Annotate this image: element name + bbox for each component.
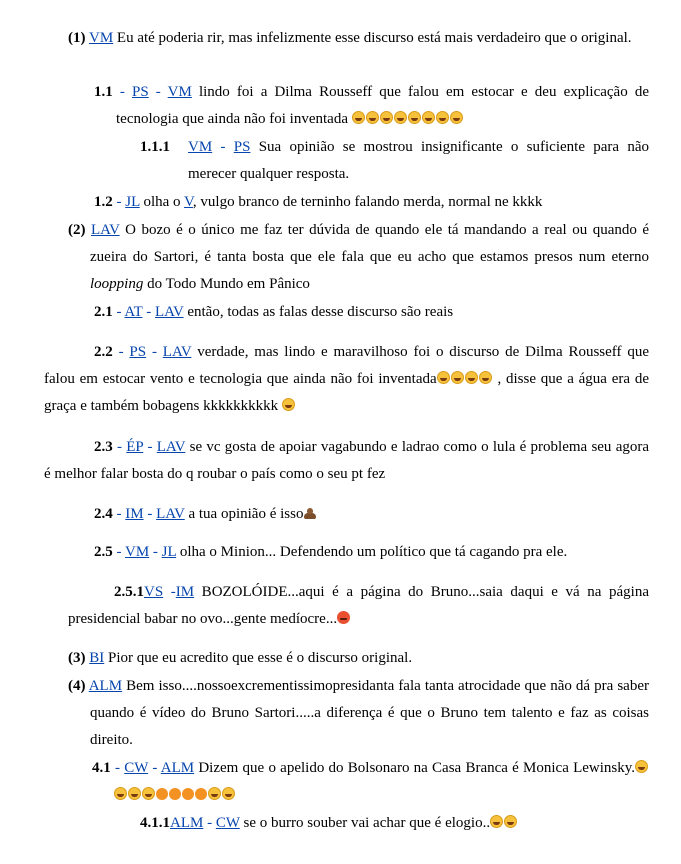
separator: -: [146, 344, 163, 360]
separator: -: [163, 584, 176, 600]
author-link[interactable]: VM: [88, 30, 114, 46]
comment-number: 2.2: [94, 344, 113, 360]
reply-to-link[interactable]: JL: [161, 544, 177, 560]
comment-text: lindo foi a Dilma Rousseff que falou em estocar e deu explicação de tecnologia que ainda não foi inventada: [116, 84, 649, 127]
laughing-face-icon: [366, 111, 379, 124]
rofl-face-icon: [504, 815, 517, 828]
separator: -: [142, 304, 155, 320]
comment-2: [68, 217, 650, 298]
tangerine-icon: [156, 788, 168, 800]
separator: -: [148, 760, 161, 776]
comment-text: Dizem que o apelido do Bolsonaro na Casa Branca é Monica Lewinsky.: [194, 760, 636, 776]
rofl-face-icon: [490, 815, 503, 828]
angry-face-icon: [337, 611, 350, 624]
comment-text: Bem isso....nossoexcrementissimopresidanta fala tanta atrocidade que não dá pra saber quando é vídeo do Bruno Sartori.....a diferença é que o Bruno tem talento e faz as coisas direito.: [90, 678, 649, 748]
reply-2-1: [94, 299, 649, 326]
laughing-face-icon: [465, 371, 478, 384]
comment-4: [68, 673, 649, 754]
reply-to-link[interactable]: LAV: [154, 304, 184, 320]
comment-number: 2.1: [94, 304, 113, 320]
grinning-face-icon: [222, 787, 235, 800]
author-link[interactable]: VS: [144, 584, 164, 600]
author-link[interactable]: ÉP: [126, 439, 144, 455]
separator: -: [112, 506, 126, 522]
author-link[interactable]: ALM: [88, 678, 123, 694]
reply-to-link[interactable]: IM: [175, 584, 195, 600]
separator: -: [143, 439, 157, 455]
grinning-face-icon: [114, 787, 127, 800]
laughing-face-icon: [437, 371, 450, 384]
reply-2-5: [94, 539, 649, 566]
comment-text: O bozo é o único me faz ter dúvida de quando ele tá mandando a real ou quando é zueira do Sartori, é tanta bosta que ele fala que eu acho que estamos presos num eterno: [90, 222, 650, 265]
comment-text: se o burro souber vai achar que é elogio..: [239, 815, 491, 831]
separator: -: [203, 815, 216, 831]
reply-4-1-1: [140, 810, 649, 837]
tangerine-icon: [169, 788, 181, 800]
author-link[interactable]: AT: [124, 304, 143, 320]
grinning-face-icon: [208, 787, 221, 800]
comment-text: a tua opinião é isso: [184, 506, 304, 522]
reply-4-1: [92, 755, 649, 809]
comment-number: (2): [68, 222, 86, 238]
tangerine-icon: [195, 788, 207, 800]
author-link[interactable]: CW: [124, 760, 149, 776]
reply-1-2: [94, 189, 649, 216]
author-link[interactable]: IM: [125, 506, 144, 522]
laughing-face-icon: [380, 111, 393, 124]
reply-to-link[interactable]: LAV: [162, 344, 192, 360]
author-link[interactable]: BI: [89, 650, 105, 666]
comment-1: [68, 25, 649, 52]
laughing-emoji-row: [437, 371, 493, 387]
comment-text: BOZOLÓIDE...aqui é a página do Bruno...saia daqui e vá na página presidencial babar no ovo...gente medíocre...: [68, 584, 649, 627]
reply-to-link[interactable]: V: [184, 194, 193, 210]
separator: -: [112, 439, 127, 455]
separator: -: [112, 304, 125, 320]
separator: -: [110, 760, 125, 776]
poop-emoji-icon: [303, 507, 317, 519]
reply-2-5-1: [68, 579, 649, 633]
comment-number: 2.5: [94, 544, 113, 560]
comment-text: Sua opinião se mostrou insignificante o suficiente para não merecer qualquer resposta.: [188, 139, 650, 182]
reply-to-link[interactable]: LAV: [156, 439, 186, 455]
comment-number: 2.3: [94, 439, 113, 455]
comment-number: 4.1.1: [140, 815, 170, 831]
laughing-face-icon: [436, 111, 449, 124]
author-link[interactable]: JL: [125, 194, 140, 210]
rofl-face-icon: [635, 760, 648, 773]
reply-to-link[interactable]: PS: [233, 139, 251, 155]
tangerine-icon: [182, 788, 194, 800]
reply-to-link[interactable]: LAV: [156, 506, 185, 522]
comment-number: 1.1: [94, 84, 113, 100]
author-link[interactable]: PS: [129, 344, 147, 360]
author-link[interactable]: VM: [188, 139, 213, 155]
laughing-face-icon: [282, 398, 295, 411]
grinning-face-icon: [142, 787, 155, 800]
author-link[interactable]: VM: [124, 544, 150, 560]
laughing-face-icon: [451, 371, 464, 384]
comment-text: , disse que a água era de graça e também bobagens kkkkkkkkkk: [44, 371, 649, 414]
comment-number: (1): [68, 30, 86, 46]
reply-1-1-1: [140, 134, 650, 188]
comment-text: se vc gosta de apoiar vagabundo e ladrao como o lula é problema seu agora é melhor falar bosta do q roubar o país como o seu pt fez: [44, 439, 650, 482]
comment-number: 2.4: [94, 506, 113, 522]
separator: -: [112, 344, 130, 360]
comment-text: olha o: [139, 194, 185, 210]
comment-number: 1.1.1: [140, 139, 170, 155]
laughing-face-icon: [422, 111, 435, 124]
separator: -: [148, 84, 168, 100]
comment-text: olha o Minion... Defendendo um político que tá cagando pra ele.: [176, 544, 568, 560]
comment-text: Eu até poderia rir, mas infelizmente esse discurso está mais verdadeiro que o original.: [113, 30, 632, 46]
laughing-emoji-row: [352, 111, 464, 127]
reply-to-link[interactable]: VM: [167, 84, 192, 100]
reply-2-3: [44, 434, 649, 488]
laughing-face-icon: [394, 111, 407, 124]
author-link[interactable]: ALM: [170, 815, 204, 831]
separator: -: [212, 139, 234, 155]
reply-1-1: [94, 79, 649, 133]
italic-word: loopping: [90, 276, 144, 292]
comment-number: (3): [68, 650, 86, 666]
reply-2-2: [44, 339, 649, 420]
comment-text: , vulgo branco de terninho falando merda, normal ne kkkk: [192, 194, 543, 210]
reply-2-4: [94, 501, 649, 528]
comment-number: 1.2: [94, 194, 113, 210]
comment-3: [68, 645, 649, 672]
laughing-face-icon: [352, 111, 365, 124]
reply-to-link[interactable]: ALM: [160, 760, 195, 776]
separator: -: [112, 194, 126, 210]
laughing-face-icon: [479, 371, 492, 384]
comment-number: 2.5.1: [114, 584, 144, 600]
separator: -: [112, 544, 125, 560]
author-link[interactable]: LAV: [91, 222, 120, 238]
separator: -: [112, 84, 132, 100]
laughing-face-icon: [408, 111, 421, 124]
laughing-face-icon: [450, 111, 463, 124]
author-link[interactable]: PS: [132, 84, 149, 100]
separator: -: [143, 506, 157, 522]
comment-text: então, todas as falas desse discurso são reais: [183, 304, 454, 320]
comment-text: verdade, mas lindo e maravilhoso foi o discurso de Dilma Rousseff que falou em estocar vento e tecnologia que ainda não foi inventada: [44, 344, 649, 387]
comment-text: do Todo Mundo em Pânico: [143, 276, 310, 292]
reply-to-link[interactable]: CW: [215, 815, 240, 831]
comment-number: 4.1: [92, 760, 111, 776]
grinning-face-icon: [128, 787, 141, 800]
comment-number: (4): [68, 678, 86, 694]
separator: -: [149, 544, 162, 560]
comment-text: Pior que eu acredito que esse é o discurso original.: [104, 650, 413, 666]
